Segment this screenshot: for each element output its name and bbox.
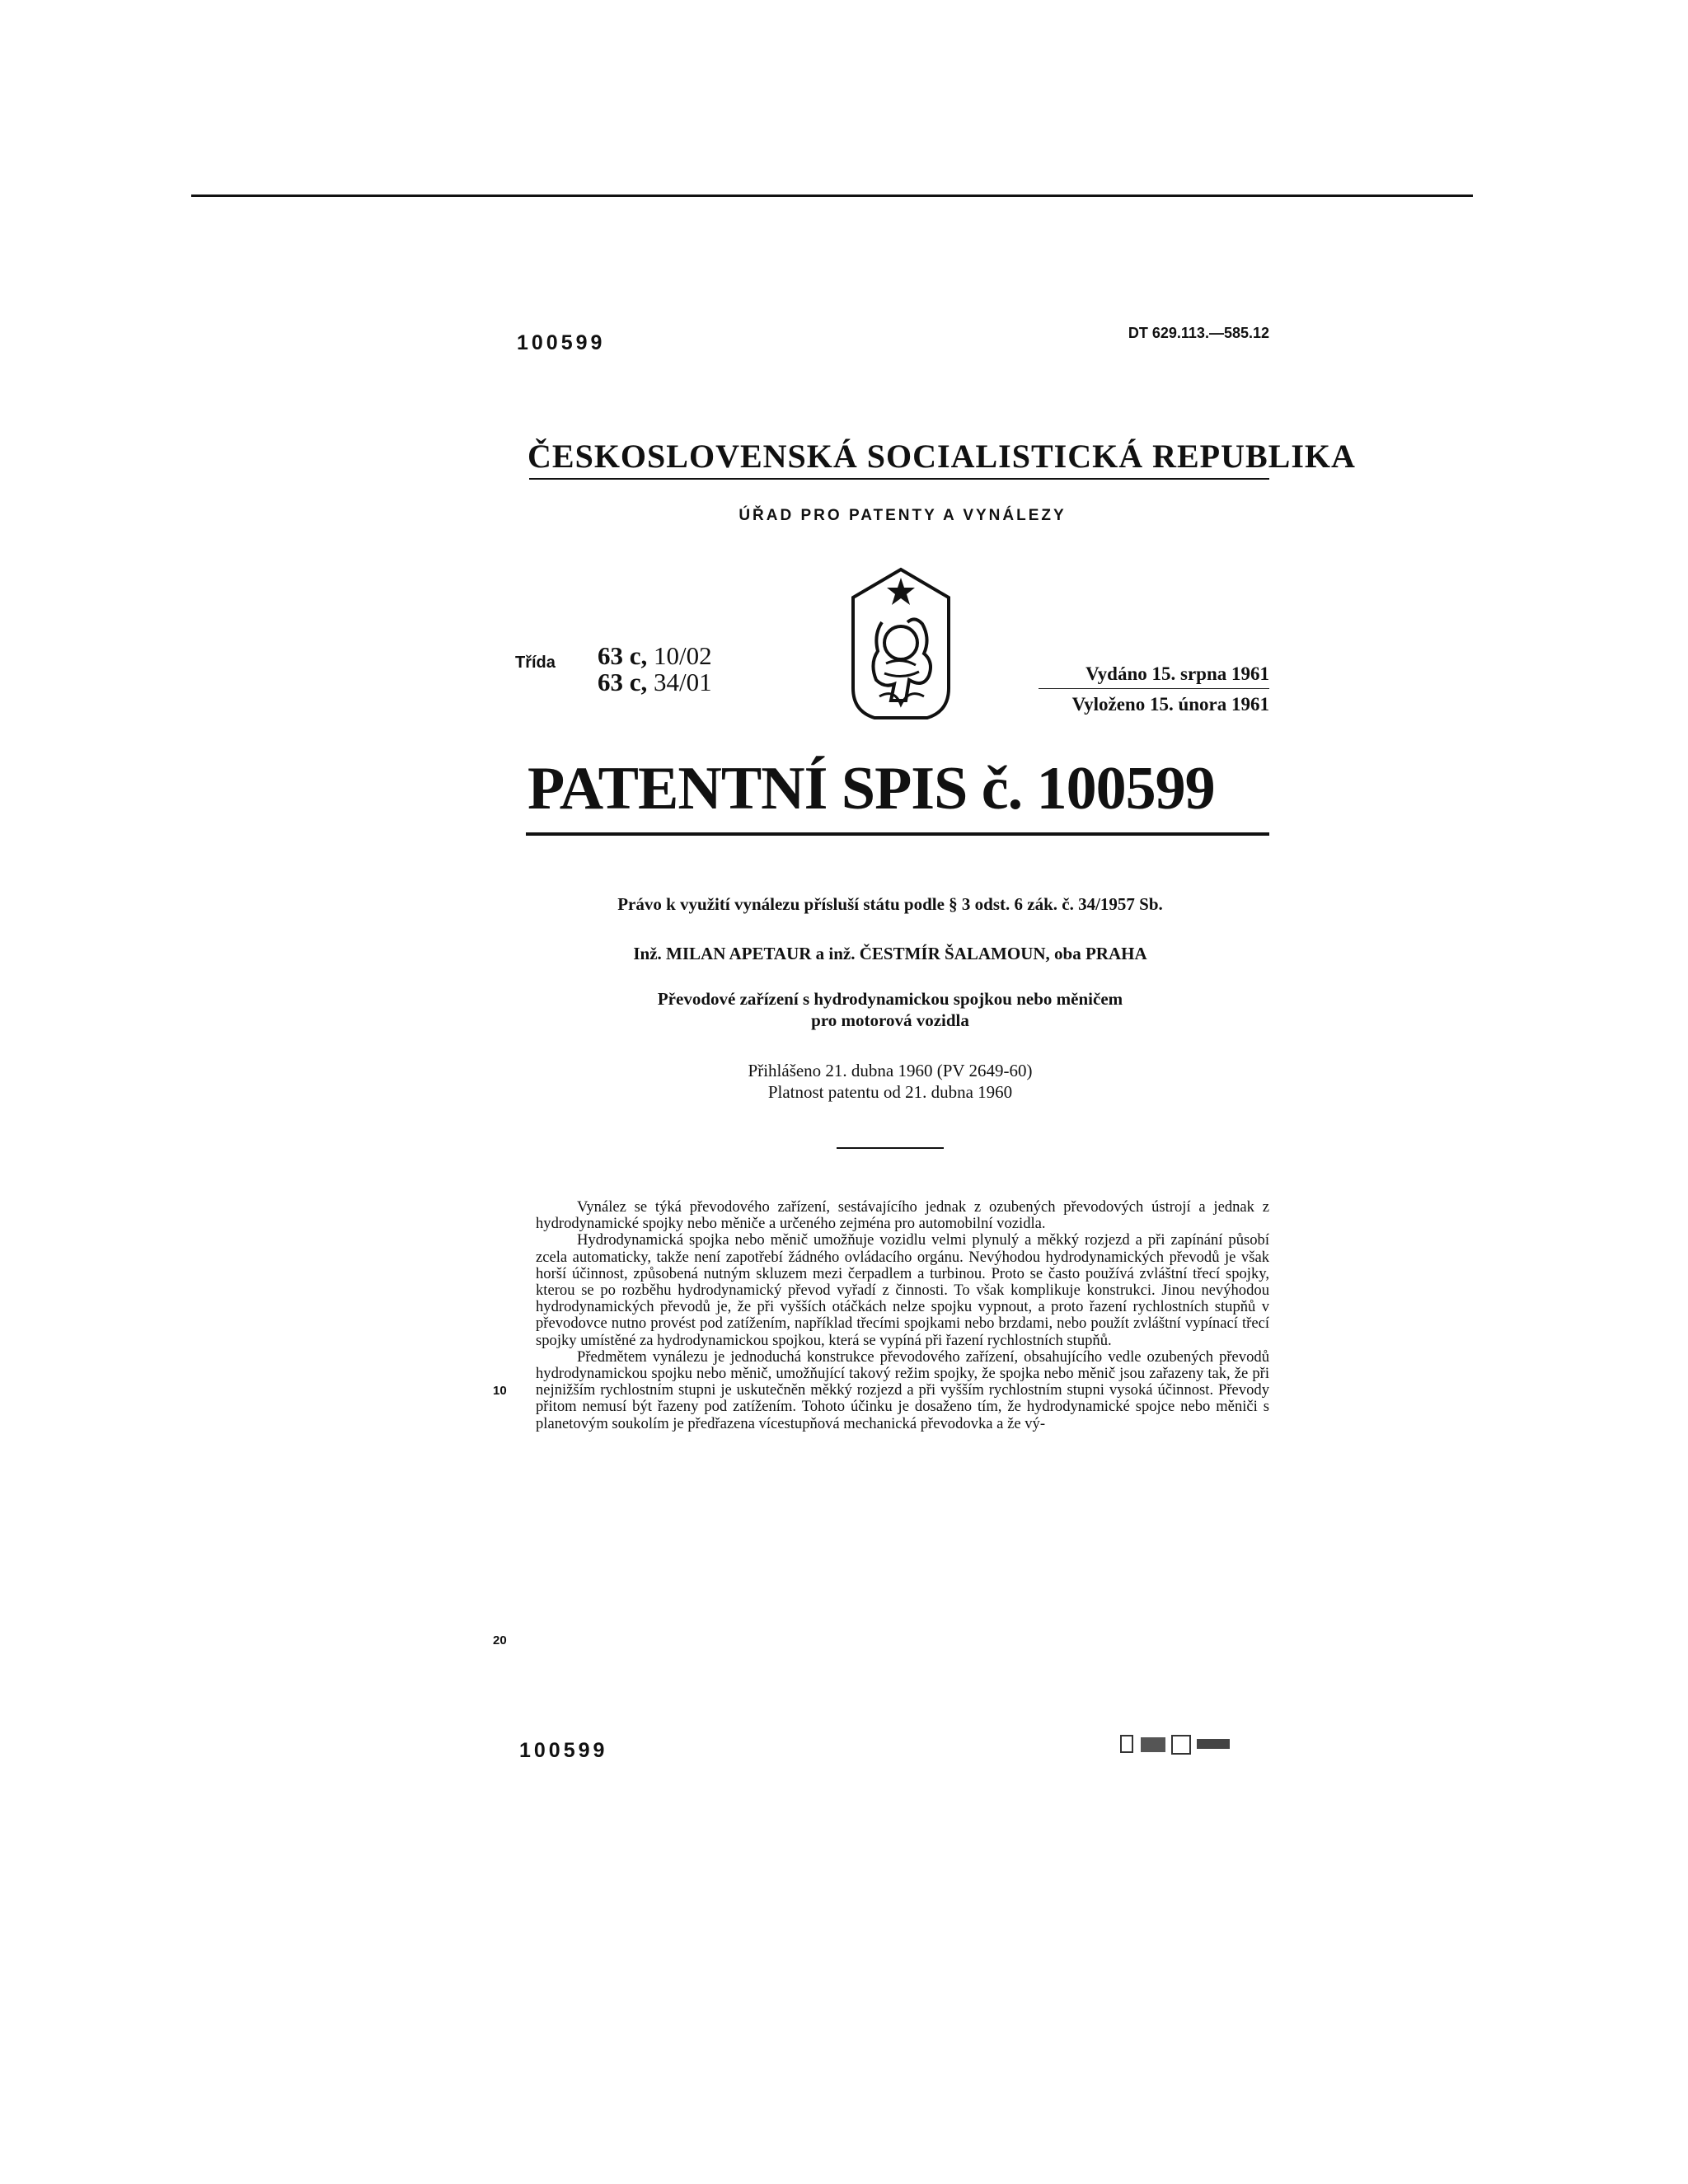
patent-page (493, 313, 1356, 1797)
class-2-number: 63 c, (598, 668, 648, 696)
class-1-number: 63 c, (598, 641, 648, 670)
title-rule (526, 832, 1269, 836)
czechoslovak-coat-of-arms-icon (837, 565, 964, 725)
body-text (493, 1198, 1269, 1647)
paragraph: Hydrodynamická spojka nebo měnič umožňuje vozidlu velmi plynulý a měkký rozjezd a při zapínání působí zcela automaticky, takže není zapotřebí žádného ovládacího orgánu. Nevýhodou hydrodynamických převodů je však horší účinnost, způsobená nutným skluzem mezi čerpadlem a turbinou. Proto se často používá zvláštní třecí spojky, kterou se po rozběhu hydrodynamický převod vyřadí z činnosti. To však komplikuje konstrukci. Jinou nevýhodou hydrodynamických převodů je, že při vyšších otáčkách nelze spojku vypnout, a proto řazení rychlostních stupňů v převodovce nutno provést pod zatížením, například třecími spojkami nebo brzdami, nebo použít zvláštní vypínací třecí spojky umístěné za hydrodynamickou spojkou, která se vypíná při řazení rychlostních stupňů. (536, 1231, 1269, 1349)
dates-rule (1039, 688, 1269, 689)
header-dt-code: DT 629.113.—585.12 (1128, 325, 1269, 341)
filed-date: Přihlášeno 21. dubna 1960 (PV 2649-60) (748, 1061, 1033, 1080)
office-name: ÚŘAD PRO PATENTY A VYNÁLEZY (738, 507, 1067, 524)
validity-date: Platnost patentu od 21. dubna 1960 (767, 1082, 1013, 1102)
issued-date: Vydáno 15. srpna 1961 (1085, 663, 1269, 684)
inventors: Inž. MILAN APETAUR a inž. ČESTMÍR ŠALAMOUN, oba PRAHA (633, 944, 1147, 963)
state-rule (529, 478, 1269, 480)
state-name: ČESKOSLOVENSKÁ SOCIALISTICKÁ REPUBLIKA (528, 438, 1356, 475)
separator (837, 1147, 944, 1149)
header-patent-number: 100599 (517, 331, 606, 354)
class-2 (598, 668, 712, 697)
invention-name-line2: pro motorová vozidla (811, 1010, 969, 1030)
laid-open-date: Vyloženo 15. února 1961 (1071, 694, 1269, 715)
class-2-code: 34/01 (654, 668, 712, 696)
paragraph: Předmětem vynálezu je jednoduchá konstrukce převodového zařízení, obsahujícího vedle ozubených převodů hydrodynamickou spojku nebo měnič, umožňující takový režim spojky, že spojka nebo měnič jsou zařazeny tak, že při nejnižším rychlostním stupni je uskutečněn měkký rozjezd a při vyšším rychlostním stupni vysoká účinnost. Převody přitom nemusí být řazeny pod zatížením. Tohoto účinku je dosaženo tím, že hydrodynamické spojce nebo měniči s planetovým soukolím je předřazena vícestupňová mechanická převodovka a že vý- (536, 1347, 1269, 1432)
paragraph: Vynález se týká převodového zařízení, sestávajícího jednak z ozubených převodových ústrojí a jednak z hydrodynamické spojky nebo měniče a určeného zejména pro automobilní vozidla. (536, 1198, 1269, 1233)
line-number-10: 10 (493, 1384, 507, 1398)
footer-patent-number: 100599 (519, 1739, 608, 1762)
invention-name-line1: Převodové zařízení s hydrodynamickou spojkou nebo měničem (657, 989, 1123, 1009)
footer-stamp-mark (1104, 1732, 1253, 1757)
line-number-20: 20 (493, 1633, 507, 1647)
rights-statement: Právo k využití vynálezu přísluší státu podle § 3 odst. 6 zák. č. 34/1957 Sb. (617, 894, 1163, 914)
class-1 (598, 641, 712, 671)
class-1-code: 10/02 (654, 641, 712, 670)
patent-title: PATENTNÍ SPIS č. 100599 (528, 755, 1215, 823)
top-rule (191, 194, 1473, 197)
class-label: Třída (515, 654, 556, 672)
